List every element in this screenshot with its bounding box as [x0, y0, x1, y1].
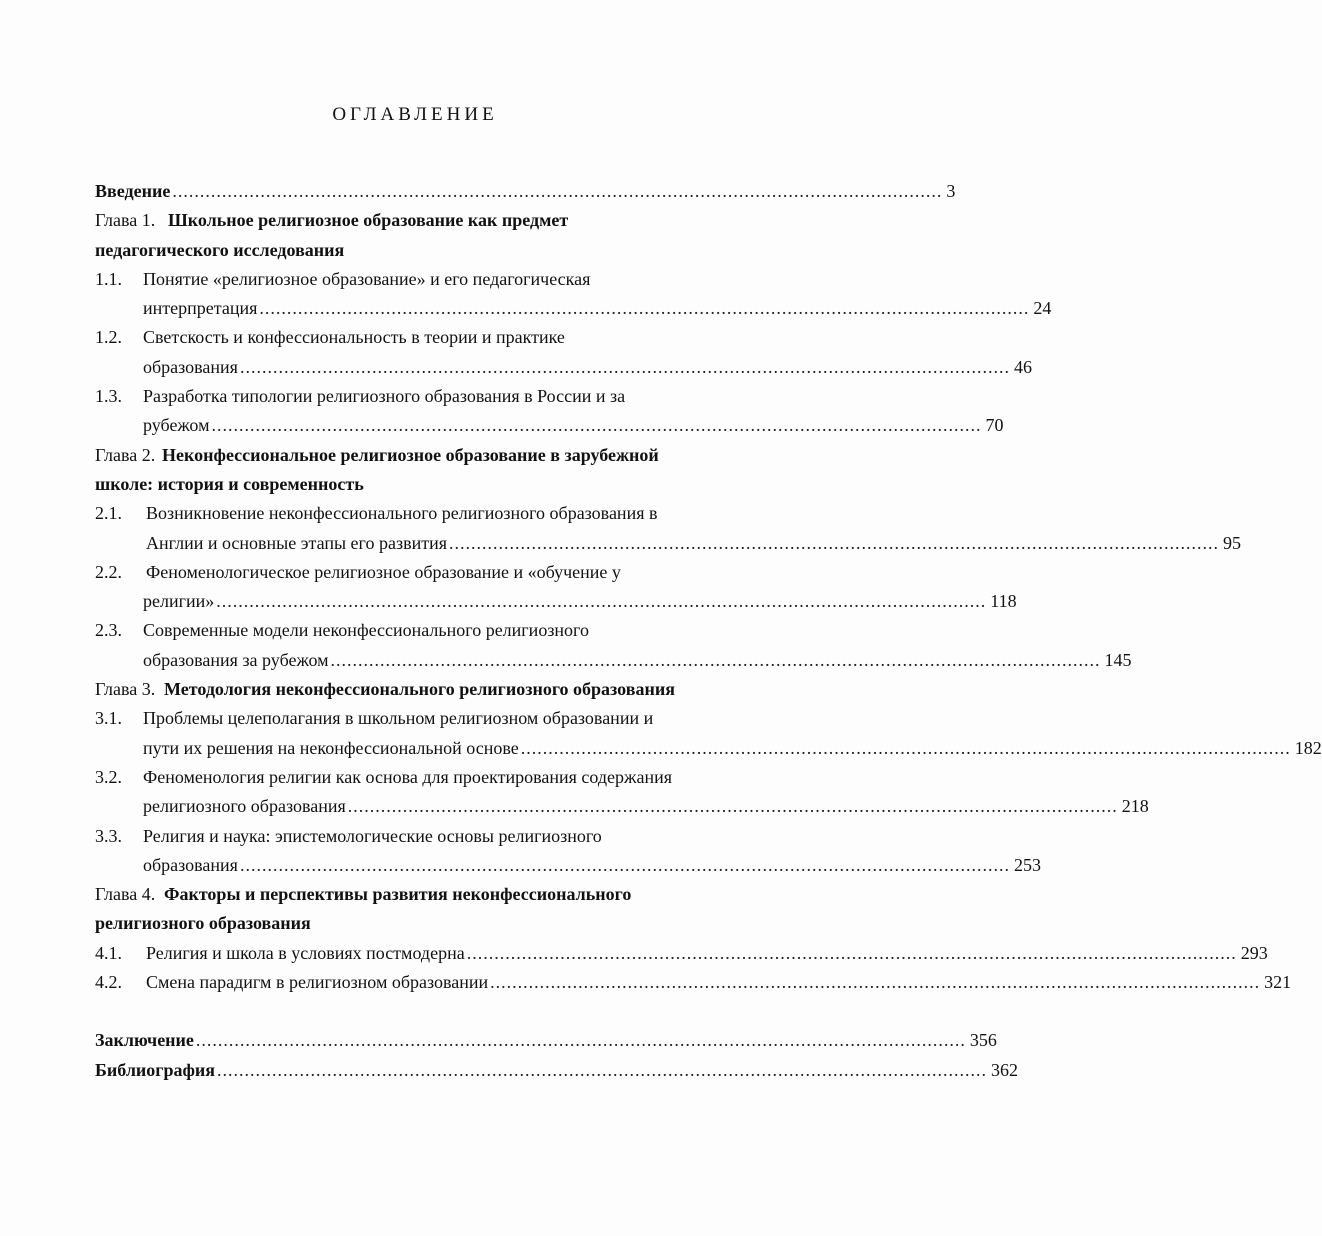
toc-label: Библиография	[95, 1059, 216, 1080]
table-of-contents	[95, 177, 1322, 1085]
toc-section-3-2-cont	[95, 792, 1149, 821]
section-number: 4.2.	[95, 972, 122, 993]
leader-dots: ............................................................................................................................................	[217, 1059, 988, 1080]
toc-page-number: 321	[1264, 972, 1292, 993]
toc-section-3-1[interactable]	[95, 704, 735, 733]
section-title-cont: образования за рубежом	[143, 649, 329, 670]
toc-page-number: 218	[1121, 796, 1149, 817]
section-title: Светскость и конфессиональность в теории и практике	[143, 327, 565, 348]
toc-chapter-2-cont	[95, 470, 735, 499]
toc-label: Заключение	[95, 1030, 194, 1051]
leader-dots: ............................................................................................................................................	[490, 972, 1261, 993]
section-title: Религия и школа в условиях постмодерна	[146, 942, 465, 963]
toc-section-4-2[interactable]	[95, 968, 1292, 997]
toc-section-1-3-cont	[95, 411, 1004, 440]
toc-page-number: 253	[1013, 854, 1041, 875]
section-title-cont: Англии и основные этапы его развития	[146, 532, 447, 553]
toc-section-1-2-cont	[95, 353, 1032, 382]
toc-section-3-3[interactable]	[95, 822, 735, 851]
toc-page-number: 293	[1240, 942, 1268, 963]
section-number: 1.2.	[95, 327, 122, 348]
toc-entry-conclusion[interactable]	[95, 1026, 997, 1055]
toc-section-1-2[interactable]	[95, 323, 735, 352]
section-title-cont: религиозного образования	[143, 796, 346, 817]
toc-page-number: 46	[1013, 356, 1032, 377]
toc-chapter-2[interactable]	[95, 441, 735, 470]
toc-section-1-1-cont	[95, 294, 1052, 323]
toc-chapter-1-cont	[95, 236, 735, 265]
chapter-title: Методология неконфессионального религиозного образования	[164, 679, 675, 700]
leader-dots: ............................................................................................................................................	[195, 1030, 966, 1051]
chapter-title-cont: школе: история и современность	[95, 473, 364, 494]
leader-dots: ............................................................................................................................................	[259, 298, 1030, 319]
leader-dots: ............................................................................................................................................	[347, 796, 1118, 817]
chapter-prefix: Глава 2.	[95, 444, 156, 465]
toc-section-2-2-cont	[95, 587, 1017, 616]
toc-section-2-3-cont	[95, 646, 1132, 675]
toc-section-2-3[interactable]	[95, 616, 735, 645]
toc-label: Введение	[95, 181, 171, 201]
toc-chapter-1[interactable]	[95, 206, 735, 235]
toc-page-number: 362	[991, 1059, 1019, 1080]
section-title: Понятие «религиозное образование» и его педагогическая	[143, 268, 591, 289]
section-title-cont: образования	[143, 854, 238, 875]
chapter-title-cont: религиозного образования	[95, 913, 311, 934]
leader-dots: ............................................................................................................................................	[216, 591, 987, 612]
chapter-prefix: Глава 1.	[95, 210, 156, 231]
toc-section-3-2[interactable]	[95, 763, 735, 792]
toc-chapter-4[interactable]	[95, 880, 735, 909]
section-title-cont: религии»	[143, 591, 215, 612]
toc-section-2-2[interactable]	[95, 558, 735, 587]
section-number: 3.1.	[95, 708, 122, 729]
toc-section-2-1-cont	[95, 529, 1241, 558]
page-title: ОГЛАВЛЕНИЕ	[332, 104, 498, 125]
section-number: 2.1.	[95, 503, 122, 524]
section-number: 3.3.	[95, 825, 122, 846]
section-title-cont: интерпретация	[143, 298, 258, 319]
toc-chapter-3[interactable]	[95, 675, 735, 704]
section-title: Смена парадигм в религиозном образовании	[146, 972, 489, 993]
section-number: 4.1.	[95, 942, 122, 963]
section-title: Проблемы целеполагания в школьном религиозном образовании и	[143, 708, 654, 729]
leader-dots: ............................................................................................................................................	[466, 942, 1237, 963]
toc-page-number: 24	[1033, 298, 1052, 319]
chapter-title: Неконфессиональное религиозное образование в зарубежной	[162, 444, 659, 465]
toc-section-1-3[interactable]	[95, 382, 735, 411]
toc-entry-bibliography[interactable]	[95, 1056, 1019, 1085]
leader-dots: ............................................................................................................................................	[239, 854, 1010, 875]
leader-dots: ............................................................................................................................................	[520, 737, 1291, 758]
toc-page-number: 182	[1294, 737, 1322, 758]
section-number: 3.2.	[95, 766, 122, 787]
toc-section-2-1[interactable]	[95, 499, 735, 528]
section-title-cont: рубежом	[143, 415, 210, 436]
toc-page-number: 118	[990, 591, 1017, 612]
section-number: 1.3.	[95, 386, 122, 407]
leader-dots: ............................................................................................................................................	[172, 181, 943, 201]
chapter-prefix: Глава 3.	[95, 679, 156, 700]
toc-page-number: 70	[985, 415, 1004, 436]
section-title: Феноменологическое религиозное образование и «обучение у	[146, 561, 621, 582]
chapter-title: Факторы и перспективы развития неконфессионального	[164, 884, 632, 905]
leader-dots: ............................................................................................................................................	[449, 532, 1219, 553]
chapter-prefix: Глава 4.	[95, 884, 156, 905]
toc-section-1-1[interactable]	[95, 265, 735, 294]
section-title-cont: пути их решения на неконфессиональной основе	[143, 737, 519, 758]
toc-page-number: 356	[969, 1030, 997, 1051]
section-number: 2.3.	[95, 620, 122, 641]
toc-section-4-1[interactable]	[95, 939, 1268, 968]
toc-entry-intro[interactable]	[95, 177, 956, 206]
section-title: Современные модели неконфессионального религиозного	[143, 620, 589, 641]
toc-page-number: 95	[1223, 532, 1241, 553]
toc-page-number: 3	[946, 181, 956, 201]
section-number: 1.1.	[95, 268, 122, 289]
section-number: 2.2.	[95, 561, 122, 582]
toc-section-3-3-cont	[95, 851, 1041, 880]
section-title: Разработка типологии религиозного образования в России и за	[143, 386, 626, 407]
section-title-cont: образования	[143, 356, 238, 377]
section-title: Возникновение неконфессионального религиозного образования в	[146, 503, 658, 524]
leader-dots: ............................................................................................................................................	[211, 415, 982, 436]
section-title: Феноменология религии как основа для проектирования содержания	[143, 766, 672, 787]
chapter-title: Школьное религиозное образование как предмет	[168, 210, 569, 231]
chapter-title-cont: педагогического исследования	[95, 239, 345, 260]
toc-chapter-4-cont	[95, 909, 735, 938]
leader-dots: ............................................................................................................................................	[330, 649, 1101, 670]
toc-section-3-1-cont	[95, 734, 1322, 763]
toc-page-number: 145	[1104, 649, 1132, 670]
section-title: Религия и наука: эпистемологические основы религиозного	[143, 825, 602, 846]
leader-dots: ............................................................................................................................................	[239, 356, 1010, 377]
